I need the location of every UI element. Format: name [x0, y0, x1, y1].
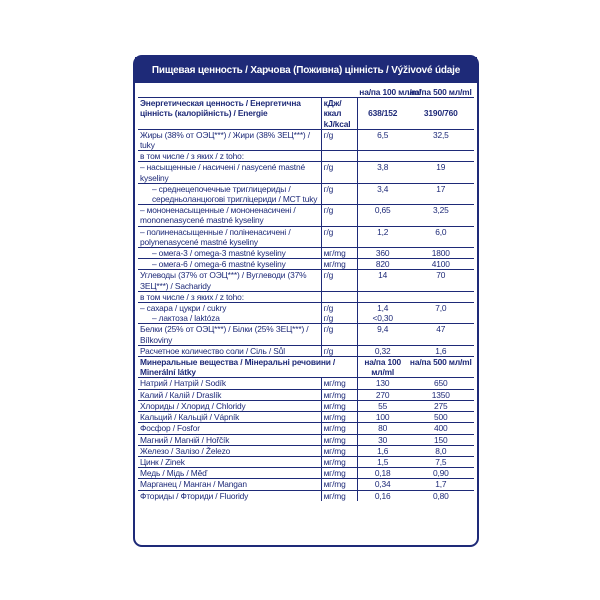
energy-per-100ml: 638/152 [357, 98, 407, 130]
mineral-per-100ml: 270 [357, 389, 407, 400]
mineral-per-100ml: 0,34 [357, 479, 407, 490]
panel-title: Пищевая ценность / Харчова (Поживна) цінність / Výživové údaje [135, 57, 477, 83]
mineral-row [138, 423, 474, 434]
mineral-unit: мг/mg [321, 400, 357, 411]
mineral-per-100ml: 1,5 [357, 456, 407, 467]
mineral-unit: мг/mg [321, 378, 357, 389]
mineral-label: Магний / Магній / Hořčík [138, 434, 321, 445]
column-header-empty [138, 87, 321, 98]
column-header-per-500ml: на/па 500 мл/ml [408, 87, 474, 98]
mineral-unit: мг/mg [321, 490, 357, 501]
minerals-header-per-100ml: на/па 100 мл/ml [357, 357, 407, 378]
nutrient-row [138, 162, 474, 183]
mineral-per-500ml: 150 [408, 434, 474, 445]
mineral-unit: мг/mg [321, 412, 357, 423]
mineral-unit: мг/mg [321, 423, 357, 434]
nutrient-label: Расчетное количество соли / Сіль / Sůl [138, 345, 321, 356]
nutrient-label: – омега-3 / omega-3 mastné kyseliny [138, 248, 321, 259]
nutrient-per-500ml: 47 [408, 324, 474, 345]
nutrient-row [138, 345, 474, 356]
mineral-per-100ml: 1,6 [357, 445, 407, 456]
nutrient-unit: г/g [321, 303, 357, 314]
mineral-per-100ml: 80 [357, 423, 407, 434]
mineral-per-500ml: 400 [408, 423, 474, 434]
mineral-unit: мг/mg [321, 445, 357, 456]
mineral-label: Железо / Залізо / Železo [138, 445, 321, 456]
nutrient-unit [321, 291, 357, 302]
nutrient-per-500ml: 6,0 [408, 226, 474, 247]
nutrient-unit: мг/mg [321, 248, 357, 259]
nutrient-unit: г/g [321, 345, 357, 356]
nutrient-per-500ml: 70 [408, 270, 474, 291]
mineral-unit: мг/mg [321, 468, 357, 479]
energy-label: Энергетическая ценность / Енергетична цінність (калорійність) / Energie [140, 98, 301, 119]
nutrient-label: Углеводы (37% от ОЭЦ***) / Вуглеводи (37% ЗЕЦ***) / Sacharidy [138, 270, 321, 291]
nutrient-unit: г/g [321, 324, 357, 345]
mineral-per-500ml: 650 [408, 378, 474, 389]
nutrient-per-100ml: 6,5 [357, 129, 407, 150]
nutrient-row [138, 129, 474, 150]
mineral-row [138, 389, 474, 400]
mineral-per-100ml: 30 [357, 434, 407, 445]
minerals-header-per-500ml: на/па 500 мл/ml [408, 357, 474, 378]
nutrition-table [138, 87, 474, 501]
nutrient-per-100ml: 0,65 [357, 205, 407, 226]
nutrient-label: Белки (25% от ОЭЦ***) / Білки (25% ЗЕЦ***) / Bílkoviny [138, 324, 321, 345]
mineral-per-500ml: 1,7 [408, 479, 474, 490]
nutrient-label: – сахара / цукри / cukry [138, 303, 321, 314]
nutrient-per-100ml [357, 151, 407, 162]
nutrient-label: – мононенасыщенные / мононенасичені / mononenasycené mastné kyseliny [138, 205, 321, 226]
mineral-label: Фториды / Фториди / Fluoridy [138, 490, 321, 501]
nutrient-per-100ml: 360 [357, 248, 407, 259]
nutrient-label: Жиры (38% от ОЭЦ***) / Жири (38% ЗЕЦ***) / tuky [138, 129, 321, 150]
nutrient-label: в том числе / з яких / z toho: [138, 151, 321, 162]
nutrient-row [138, 226, 474, 247]
mineral-per-100ml: 0,16 [357, 490, 407, 501]
nutrient-per-500ml [408, 313, 474, 324]
nutrient-per-500ml: 7,0 [408, 303, 474, 314]
mineral-label: Фосфор / Fosfor [138, 423, 321, 434]
nutrient-per-500ml [408, 151, 474, 162]
mineral-row [138, 378, 474, 389]
nutrient-unit: г/g [321, 226, 357, 247]
energy-row [138, 98, 474, 130]
nutrient-per-500ml: 32,5 [408, 129, 474, 150]
nutrient-per-100ml [357, 291, 407, 302]
mineral-per-500ml: 1350 [408, 389, 474, 400]
column-header-empty-unit [321, 87, 357, 98]
nutrient-label: в том числе / з яких / z toho: [138, 291, 321, 302]
nutrient-per-100ml: 3,8 [357, 162, 407, 183]
mineral-per-500ml: 7,5 [408, 456, 474, 467]
mineral-per-500ml: 8,0 [408, 445, 474, 456]
nutrient-label: – полиненасыщенные / поліненасичені / polynenasycené mastné kyseliny [138, 226, 321, 247]
nutrient-per-100ml: 1,4 [357, 303, 407, 314]
nutrient-per-100ml: 14 [357, 270, 407, 291]
nutrient-label: – насыщенные / насичені / nasycené mastné kyseliny [138, 162, 321, 183]
mineral-label: Медь / Мідь / Měď [138, 468, 321, 479]
mineral-per-100ml: 100 [357, 412, 407, 423]
mineral-unit: мг/mg [321, 479, 357, 490]
nutrient-unit: г/g [321, 183, 357, 204]
mineral-per-500ml: 0,80 [408, 490, 474, 501]
mineral-row [138, 490, 474, 501]
mineral-row [138, 456, 474, 467]
panel-body [135, 83, 477, 501]
mineral-label: Цинк / Zinek [138, 456, 321, 467]
nutrient-label: – омега-6 / omega-6 mastné kyseliny [138, 259, 321, 270]
nutrient-unit [321, 151, 357, 162]
nutrient-per-500ml: 3,25 [408, 205, 474, 226]
minerals-header-row [138, 357, 474, 378]
nutrient-per-100ml: 0,32 [357, 345, 407, 356]
nutrient-row [138, 303, 474, 314]
nutrient-per-500ml: 17 [408, 183, 474, 204]
nutrient-row [138, 313, 474, 324]
mineral-per-500ml: 500 [408, 412, 474, 423]
nutrient-label: – среднецепочечные триглицериды / середньоланцюгові тригліцериди / MCT tuky [138, 183, 321, 204]
nutrient-per-100ml: 3,4 [357, 183, 407, 204]
mineral-row [138, 412, 474, 423]
nutrient-per-100ml: 820 [357, 259, 407, 270]
minerals-header-label: Минеральные вещества / Мінеральні речовини / Minerální látky [138, 357, 357, 378]
nutrient-row [138, 151, 474, 162]
nutrient-unit: г/g [321, 313, 357, 324]
mineral-label: Калий / Калій / Draslík [138, 389, 321, 400]
nutrient-row [138, 248, 474, 259]
mineral-unit: мг/mg [321, 434, 357, 445]
energy-unit: кДж/ккал kJ/kcal [321, 98, 357, 130]
nutrient-per-500ml [408, 291, 474, 302]
nutrient-row [138, 183, 474, 204]
nutrient-unit: г/g [321, 129, 357, 150]
column-header-per-100ml: на/па 100 мл/ml [359, 87, 422, 97]
nutrient-label: – лактоза / laktóza [152, 313, 220, 324]
mineral-per-100ml: 55 [357, 400, 407, 411]
mineral-per-500ml: 275 [408, 400, 474, 411]
nutrient-per-100ml: 1,2 [357, 226, 407, 247]
nutrient-row [138, 270, 474, 291]
mineral-row [138, 479, 474, 490]
mineral-row [138, 445, 474, 456]
nutrient-per-500ml: 1800 [408, 248, 474, 259]
nutrient-row [138, 291, 474, 302]
nutrient-unit: мг/mg [321, 259, 357, 270]
mineral-row [138, 434, 474, 445]
mineral-label: Кальций / Кальцій / Vápník [138, 412, 321, 423]
nutrient-per-500ml: 1,6 [408, 345, 474, 356]
mineral-per-500ml: 0,90 [408, 468, 474, 479]
mineral-label: Натрий / Натрій / Sodík [138, 378, 321, 389]
nutrient-row [138, 205, 474, 226]
nutrient-per-500ml: 19 [408, 162, 474, 183]
nutrition-panel [133, 55, 479, 547]
nutrient-per-100ml: 9,4 [357, 324, 407, 345]
mineral-per-100ml: 130 [357, 378, 407, 389]
column-header-row [138, 87, 474, 98]
nutrient-unit: г/g [321, 162, 357, 183]
mineral-row [138, 400, 474, 411]
mineral-per-100ml: 0,18 [357, 468, 407, 479]
mineral-unit: мг/mg [321, 456, 357, 467]
nutrient-unit: г/g [321, 205, 357, 226]
nutrient-unit: г/g [321, 270, 357, 291]
mineral-label: Хлориды / Хлорид / Chloridy [138, 400, 321, 411]
nutrient-per-500ml: 4100 [408, 259, 474, 270]
nutrient-row [138, 324, 474, 345]
mineral-row [138, 468, 474, 479]
nutrient-row [138, 259, 474, 270]
nutrient-per-100ml: <0,30 [357, 313, 407, 324]
mineral-unit: мг/mg [321, 389, 357, 400]
energy-per-500ml: 3190/760 [423, 108, 458, 119]
mineral-label: Марганец / Манган / Mangan [138, 479, 321, 490]
